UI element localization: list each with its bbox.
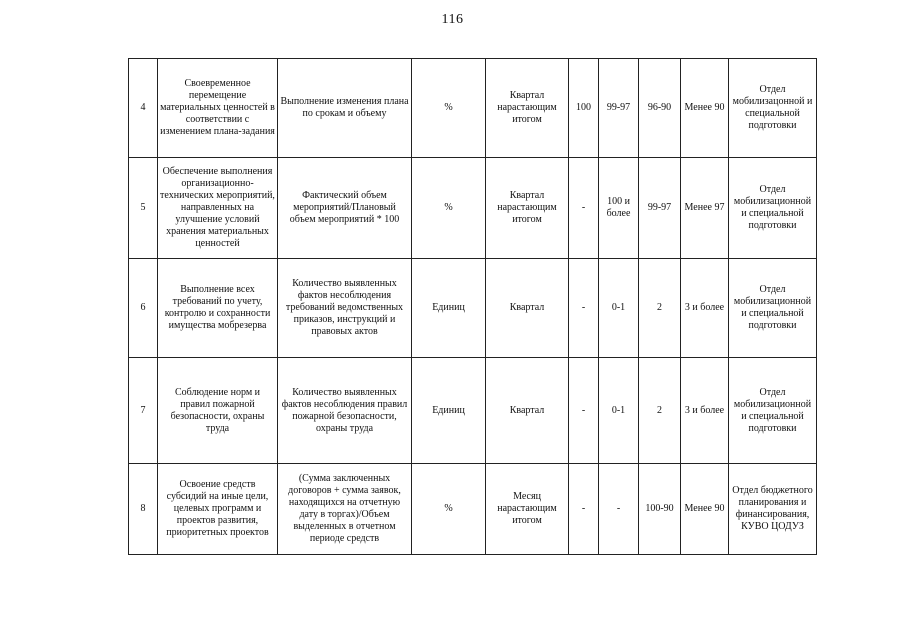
threshold-mid-cell: 2 (639, 358, 681, 464)
base-value-cell: - (569, 158, 599, 259)
threshold-low-cell: Менее 90 (681, 59, 729, 158)
period-cell: Квартал нарастающим итогом (486, 59, 569, 158)
row-number-cell: 5 (129, 158, 158, 259)
formula-cell: (Сумма заключенных договоров + сумма заявок, находящихся на отчетную дату в торгах)/Объем выделенных в отчетном периоде средств (278, 464, 412, 555)
threshold-high-cell: - (599, 464, 639, 555)
threshold-mid-cell: 96-90 (639, 59, 681, 158)
period-cell: Квартал (486, 358, 569, 464)
threshold-high-cell: 0-1 (599, 259, 639, 358)
unit-cell: Единиц (412, 358, 486, 464)
period-cell: Квартал нарастающим итогом (486, 158, 569, 259)
row-number-cell: 4 (129, 59, 158, 158)
unit-cell: Единиц (412, 259, 486, 358)
page-number: 116 (441, 12, 464, 27)
indicator-name-cell: Своевременное перемещение материальных ценностей в соответствии с изменением плана-задания (158, 59, 278, 158)
department-cell: Отдел мобилизацонной и специальной подготовки (729, 59, 817, 158)
threshold-low-cell: Менее 97 (681, 158, 729, 259)
indicator-name-cell: Соблюдение норм и правил пожарной безопасности, охраны труда (158, 358, 278, 464)
row-number-cell: 6 (129, 259, 158, 358)
table-row (129, 59, 817, 158)
table-row (129, 158, 817, 259)
base-value-cell: - (569, 464, 599, 555)
base-value-cell: 100 (569, 59, 599, 158)
threshold-mid-cell: 99-97 (639, 158, 681, 259)
threshold-mid-cell: 100-90 (639, 464, 681, 555)
unit-cell: % (412, 464, 486, 555)
base-value-cell: - (569, 259, 599, 358)
formula-cell: Фактический объем мероприятий/Плановый объем мероприятий * 100 (278, 158, 412, 259)
unit-cell: % (412, 158, 486, 259)
threshold-low-cell: 3 и более (681, 259, 729, 358)
formula-cell: Количество выявленных фактов несоблюдения правил пожарной безопасности, охраны труда (278, 358, 412, 464)
table-row (129, 259, 817, 358)
threshold-high-cell: 0-1 (599, 358, 639, 464)
indicator-name-cell: Освоение средств субсидий на иные цели, целевых программ и проектов развития, приоритетных проектов (158, 464, 278, 555)
period-cell: Месяц нарастающим итогом (486, 464, 569, 555)
row-number-cell: 8 (129, 464, 158, 555)
indicator-name-cell: Обеспечение выполнения организационно-технических мероприятий, направленных на улучшение условий хранения материальных ценностей (158, 158, 278, 259)
base-value-cell: - (569, 358, 599, 464)
row-number-cell: 7 (129, 358, 158, 464)
table-row (129, 464, 817, 555)
threshold-low-cell: Менее 90 (681, 464, 729, 555)
indicator-name-cell: Выполнение всех требований по учету, контролю и сохранности имущества мобрезерва (158, 259, 278, 358)
table-row (129, 358, 817, 464)
period-cell: Квартал (486, 259, 569, 358)
threshold-mid-cell: 2 (639, 259, 681, 358)
indicators-table (128, 58, 817, 555)
threshold-high-cell: 100 и более (599, 158, 639, 259)
department-cell: Отдел мобилизационной и специальной подготовки (729, 158, 817, 259)
formula-cell: Количество выявленных фактов несоблюдения требований ведомственных приказов, инструкций и правовых актов (278, 259, 412, 358)
department-cell: Отдел бюджетного планирования и финансирования, КУВО ЦОДУЗ (729, 464, 817, 555)
threshold-low-cell: 3 и более (681, 358, 729, 464)
department-cell: Отдел мобилизационной и специальной подготовки (729, 259, 817, 358)
unit-cell: % (412, 59, 486, 158)
formula-cell: Выполнение изменения плана по срокам и объему (278, 59, 412, 158)
department-cell: Отдел мобилизационной и специальной подготовки (729, 358, 817, 464)
threshold-high-cell: 99-97 (599, 59, 639, 158)
